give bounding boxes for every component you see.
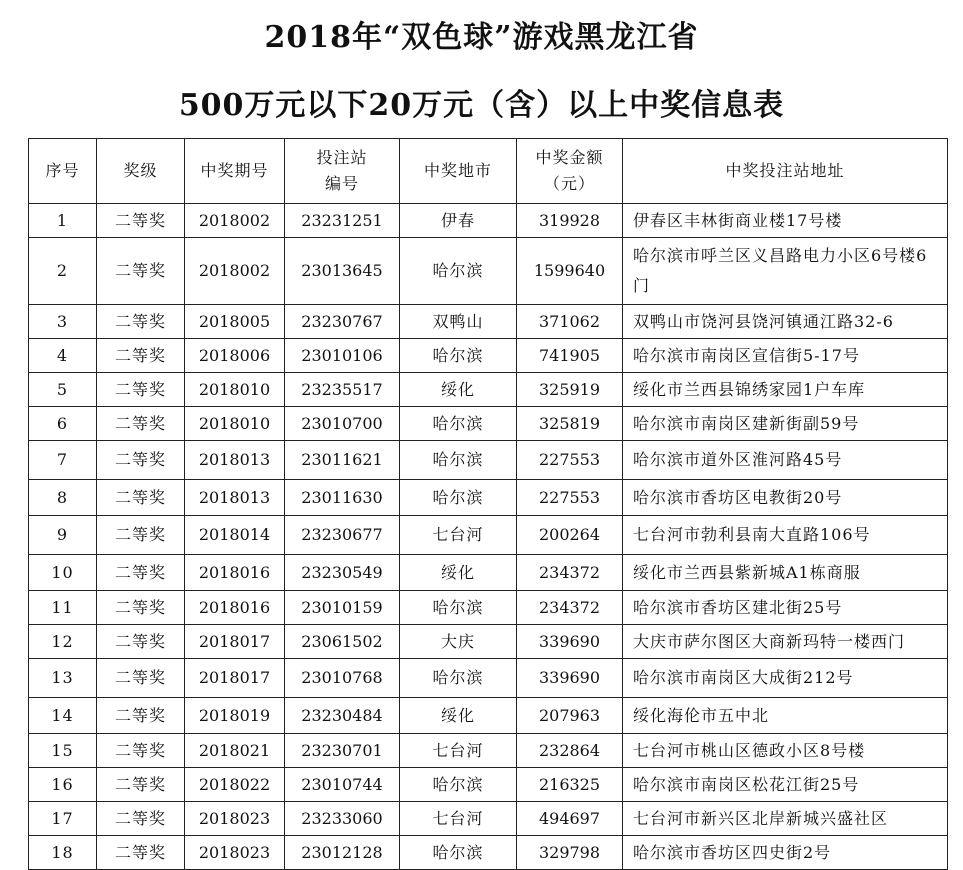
cell-period: 2018017 <box>185 625 285 659</box>
table-row <box>29 516 948 555</box>
cell-station: 23235517 <box>285 373 400 407</box>
header-period <box>185 139 285 204</box>
cell-seq: 10 <box>29 555 97 591</box>
cell-seq: 16 <box>29 768 97 802</box>
prize-info-table <box>28 138 948 870</box>
cell-station: 23230484 <box>285 698 400 734</box>
cell-level: 二等奖 <box>97 204 185 238</box>
cell-station: 23230701 <box>285 734 400 768</box>
cell-level: 二等奖 <box>97 659 185 698</box>
cell-address: 哈尔滨市南岗区大成街212号 <box>623 659 948 698</box>
cell-address: 哈尔滨市香坊区四史街2号 <box>623 836 948 870</box>
cell-seq: 4 <box>29 339 97 373</box>
cell-period: 2018016 <box>185 591 285 625</box>
header-city <box>400 139 517 204</box>
cell-level: 二等奖 <box>97 698 185 734</box>
cell-address: 七台河市新兴区北岸新城兴盛社区 <box>623 802 948 836</box>
header-address-label: 中奖投注站地址 <box>725 161 845 180</box>
cell-city: 七台河 <box>400 516 517 555</box>
cell-period: 2018006 <box>185 339 285 373</box>
cell-period: 2018005 <box>185 305 285 339</box>
cell-station: 23231251 <box>285 204 400 238</box>
cell-amount: 329798 <box>517 836 623 870</box>
cell-level: 二等奖 <box>97 441 185 480</box>
cell-address: 大庆市萨尔图区大商新玛特一楼西门 <box>623 625 948 659</box>
header-amount <box>517 139 623 204</box>
cell-station: 23010106 <box>285 339 400 373</box>
cell-level: 二等奖 <box>97 802 185 836</box>
header-level <box>97 139 185 204</box>
cell-amount: 371062 <box>517 305 623 339</box>
cell-amount: 325819 <box>517 407 623 441</box>
cell-level: 二等奖 <box>97 516 185 555</box>
cell-city: 哈尔滨 <box>400 407 517 441</box>
cell-address: 哈尔滨市南岗区建新街副59号 <box>623 407 948 441</box>
cell-level: 二等奖 <box>97 734 185 768</box>
cell-period: 2018002 <box>185 204 285 238</box>
table-header-row <box>29 139 948 204</box>
cell-amount: 227553 <box>517 441 623 480</box>
cell-station: 23010159 <box>285 591 400 625</box>
table-row <box>29 373 948 407</box>
cell-amount: 227553 <box>517 480 623 516</box>
cell-level: 二等奖 <box>97 480 185 516</box>
cell-seq: 14 <box>29 698 97 734</box>
cell-city: 双鸭山 <box>400 305 517 339</box>
cell-address: 哈尔滨市呼兰区义昌路电力小区6号楼6门 <box>623 238 948 305</box>
cell-address: 七台河市勃利县南大直路106号 <box>623 516 948 555</box>
cell-address: 哈尔滨市香坊区电教街20号 <box>623 480 948 516</box>
cell-address: 双鸭山市饶河县饶河镇通江路32-6 <box>623 305 948 339</box>
cell-period: 2018013 <box>185 441 285 480</box>
cell-amount: 339690 <box>517 659 623 698</box>
cell-amount: 741905 <box>517 339 623 373</box>
cell-station: 23230767 <box>285 305 400 339</box>
cell-amount: 234372 <box>517 591 623 625</box>
document-title-line2: 500万元以下20万元（含）以上中奖信息表 <box>178 88 785 123</box>
cell-period: 2018023 <box>185 802 285 836</box>
cell-seq: 13 <box>29 659 97 698</box>
cell-level: 二等奖 <box>97 591 185 625</box>
cell-city: 哈尔滨 <box>400 659 517 698</box>
table-row <box>29 698 948 734</box>
header-period-label: 中奖期号 <box>200 161 269 180</box>
cell-seq: 12 <box>29 625 97 659</box>
cell-amount: 234372 <box>517 555 623 591</box>
cell-station: 23230677 <box>285 516 400 555</box>
cell-period: 2018023 <box>185 836 285 870</box>
cell-level: 二等奖 <box>97 836 185 870</box>
cell-period: 2018019 <box>185 698 285 734</box>
cell-address: 伊春区丰林街商业楼17号楼 <box>623 204 948 238</box>
cell-city: 哈尔滨 <box>400 591 517 625</box>
cell-seq: 17 <box>29 802 97 836</box>
cell-seq: 1 <box>29 204 97 238</box>
cell-amount: 339690 <box>517 625 623 659</box>
cell-seq: 7 <box>29 441 97 480</box>
cell-station: 23011621 <box>285 441 400 480</box>
header-seq-label: 序号 <box>45 161 80 180</box>
header-level-label: 奖级 <box>123 161 158 180</box>
cell-city: 绥化 <box>400 555 517 591</box>
header-seq <box>29 139 97 204</box>
cell-level: 二等奖 <box>97 305 185 339</box>
cell-level: 二等奖 <box>97 339 185 373</box>
cell-city: 哈尔滨 <box>400 480 517 516</box>
cell-city: 绥化 <box>400 373 517 407</box>
cell-period: 2018017 <box>185 659 285 698</box>
cell-station: 23012128 <box>285 836 400 870</box>
cell-period: 2018022 <box>185 768 285 802</box>
cell-city: 哈尔滨 <box>400 441 517 480</box>
header-station-line1: 投注站 <box>316 148 368 167</box>
header-station <box>285 139 400 204</box>
cell-station: 23233060 <box>285 802 400 836</box>
table-row <box>29 305 948 339</box>
cell-city: 哈尔滨 <box>400 768 517 802</box>
cell-seq: 9 <box>29 516 97 555</box>
cell-level: 二等奖 <box>97 238 185 305</box>
cell-station: 23011630 <box>285 480 400 516</box>
cell-address: 哈尔滨市南岗区松花江街25号 <box>623 768 948 802</box>
cell-city: 七台河 <box>400 734 517 768</box>
cell-address: 哈尔滨市道外区淮河路45号 <box>623 441 948 480</box>
cell-address: 七台河市桃山区德政小区8号楼 <box>623 734 948 768</box>
header-amount-line1: 中奖金额 <box>535 148 604 167</box>
cell-address: 哈尔滨市香坊区建北街25号 <box>623 591 948 625</box>
header-city-label: 中奖地市 <box>423 161 492 180</box>
table-row <box>29 768 948 802</box>
table-row <box>29 441 948 480</box>
cell-seq: 3 <box>29 305 97 339</box>
table-row <box>29 659 948 698</box>
cell-city: 七台河 <box>400 802 517 836</box>
cell-city: 哈尔滨 <box>400 238 517 305</box>
cell-city: 大庆 <box>400 625 517 659</box>
table-row <box>29 625 948 659</box>
cell-amount: 319928 <box>517 204 623 238</box>
table-row <box>29 238 948 305</box>
cell-address: 绥化市兰西县紫新城A1栋商服 <box>623 555 948 591</box>
cell-period: 2018016 <box>185 555 285 591</box>
cell-address: 绥化海伦市五中北 <box>623 698 948 734</box>
cell-seq: 8 <box>29 480 97 516</box>
cell-station: 23013645 <box>285 238 400 305</box>
table-row <box>29 802 948 836</box>
header-station-line2: 编号 <box>324 174 359 193</box>
table-row <box>29 555 948 591</box>
cell-amount: 325919 <box>517 373 623 407</box>
cell-city: 哈尔滨 <box>400 339 517 373</box>
cell-city: 伊春 <box>400 204 517 238</box>
cell-period: 2018010 <box>185 407 285 441</box>
cell-period: 2018010 <box>185 373 285 407</box>
cell-period: 2018014 <box>185 516 285 555</box>
cell-station: 23230549 <box>285 555 400 591</box>
cell-level: 二等奖 <box>97 407 185 441</box>
table-row <box>29 480 948 516</box>
cell-seq: 6 <box>29 407 97 441</box>
cell-amount: 216325 <box>517 768 623 802</box>
cell-station: 23010768 <box>285 659 400 698</box>
cell-address: 哈尔滨市南岗区宣信街5-17号 <box>623 339 948 373</box>
table-row <box>29 407 948 441</box>
cell-level: 二等奖 <box>97 555 185 591</box>
cell-station: 23010700 <box>285 407 400 441</box>
cell-amount: 494697 <box>517 802 623 836</box>
cell-station: 23010744 <box>285 768 400 802</box>
cell-level: 二等奖 <box>97 625 185 659</box>
table-row <box>29 734 948 768</box>
cell-level: 二等奖 <box>97 373 185 407</box>
table-row <box>29 339 948 373</box>
table-row <box>29 591 948 625</box>
cell-city: 绥化 <box>400 698 517 734</box>
cell-period: 2018002 <box>185 238 285 305</box>
cell-amount: 232864 <box>517 734 623 768</box>
cell-amount: 1599640 <box>517 238 623 305</box>
cell-seq: 11 <box>29 591 97 625</box>
cell-address: 绥化市兰西县锦绣家园1户车库 <box>623 373 948 407</box>
cell-city: 哈尔滨 <box>400 836 517 870</box>
header-amount-line2: （元） <box>543 174 595 193</box>
cell-seq: 2 <box>29 238 97 305</box>
cell-seq: 18 <box>29 836 97 870</box>
cell-period: 2018021 <box>185 734 285 768</box>
cell-level: 二等奖 <box>97 768 185 802</box>
cell-seq: 5 <box>29 373 97 407</box>
header-address <box>623 139 948 204</box>
table-row <box>29 204 948 238</box>
cell-amount: 200264 <box>517 516 623 555</box>
cell-station: 23061502 <box>285 625 400 659</box>
cell-amount: 207963 <box>517 698 623 734</box>
table-row <box>29 836 948 870</box>
document-title-line1: 2018年“双色球”游戏黑龙江省 <box>264 20 699 55</box>
cell-seq: 15 <box>29 734 97 768</box>
cell-period: 2018013 <box>185 480 285 516</box>
